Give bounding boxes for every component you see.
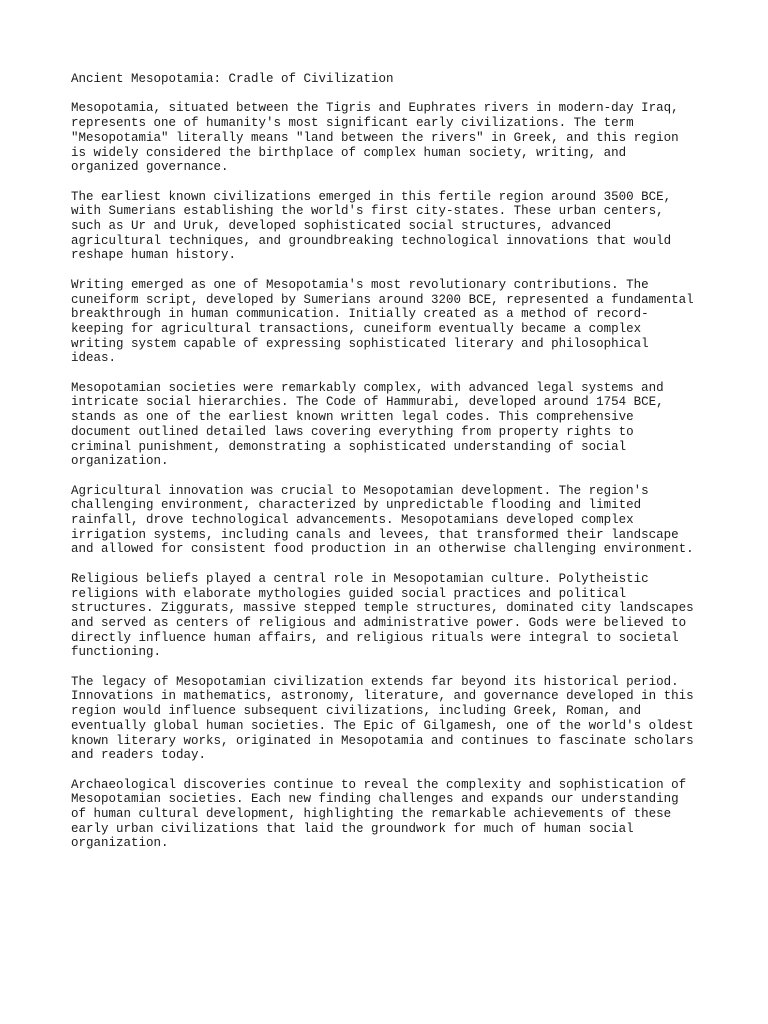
paragraph bbox=[71, 101, 711, 175]
text-line: and allowed for consistent food production in an otherwise challenging environment. bbox=[71, 542, 694, 557]
text-line: and served as centers of religious and administrative power. Gods were believed to bbox=[71, 615, 687, 630]
text-line: "Mesopotamia" literally means "land between the rivers" in Greek, and this region bbox=[71, 130, 679, 145]
text-line: of human cultural development, highlighting the remarkable achievements of these bbox=[71, 807, 672, 822]
text-line: Mesopotamian societies. Each new finding challenges and expands our understanding bbox=[71, 792, 679, 807]
document-body bbox=[71, 101, 711, 851]
text-line: functioning. bbox=[71, 645, 162, 660]
text-line: breakthrough in human communication. Initially created as a method of record- bbox=[71, 307, 649, 322]
text-line: irrigation systems, including canals and levees, that transformed their landscape bbox=[71, 527, 679, 542]
paragraph bbox=[71, 190, 711, 264]
text-line: with Sumerians establishing the world's first city-states. These urban centers, bbox=[71, 204, 664, 219]
text-line: ideas. bbox=[71, 351, 117, 366]
text-line: is widely considered the birthplace of complex human society, writing, and bbox=[71, 145, 627, 160]
text-line: criminal punishment, demonstrating a sophisticated understanding of social bbox=[71, 439, 627, 454]
text-line: The earliest known civilizations emerged in this fertile region around 3500 BCE, bbox=[71, 189, 672, 204]
paragraph bbox=[71, 778, 711, 852]
text-line: document outlined detailed laws covering everything from property rights to bbox=[71, 424, 634, 439]
text-line: intricate social hierarchies. The Code of Hammurabi, developed around 1754 BCE, bbox=[71, 395, 664, 410]
text-line: known literary works, originated in Mesopotamia and continues to fascinate scholars bbox=[71, 733, 694, 748]
text-line: region would influence subsequent civilizations, including Greek, Roman, and bbox=[71, 704, 642, 719]
text-line: Archaeological discoveries continue to reveal the complexity and sophistication of bbox=[71, 777, 687, 792]
paragraph bbox=[71, 572, 711, 660]
text-line: directly influence human affairs, and religious rituals were integral to societal bbox=[71, 630, 679, 645]
text-line: and readers today. bbox=[71, 748, 207, 763]
text-line: eventually global human societies. The Epic of Gilgamesh, one of the world's oldest bbox=[71, 718, 694, 733]
paragraph bbox=[71, 278, 711, 366]
text-line: Agricultural innovation was crucial to Mesopotamian development. The region's bbox=[71, 483, 649, 498]
text-line: writing system capable of expressing sophisticated literary and philosophical bbox=[71, 336, 649, 351]
paragraph bbox=[71, 484, 711, 558]
text-line: Religious beliefs played a central role in Mesopotamian culture. Polytheistic bbox=[71, 571, 649, 586]
document-title: Ancient Mesopotamia: Cradle of Civilization bbox=[71, 72, 394, 86]
text-line: cuneiform script, developed by Sumerians around 3200 BCE, represented a fundamental bbox=[71, 292, 694, 307]
text-line: religions with elaborate mythologies guided social practices and political bbox=[71, 586, 627, 601]
text-line: Mesopotamian societies were remarkably complex, with advanced legal systems and bbox=[71, 380, 664, 395]
text-line: Writing emerged as one of Mesopotamia's most revolutionary contributions. The bbox=[71, 277, 649, 292]
text-line: organization. bbox=[71, 454, 169, 469]
text-line: represents one of humanity's most significant early civilizations. The term bbox=[71, 116, 634, 131]
text-line: Innovations in mathematics, astronomy, literature, and governance developed in this bbox=[71, 689, 694, 704]
text-line: reshape human history. bbox=[71, 248, 237, 263]
text-line: agricultural techniques, and groundbreaking technological innovations that would bbox=[71, 233, 672, 248]
text-line: Mesopotamia, situated between the Tigris and Euphrates rivers in modern-day Iraq, bbox=[71, 101, 679, 116]
text-line: challenging environment, characterized by unpredictable flooding and limited bbox=[71, 498, 642, 513]
text-line: organization. bbox=[71, 836, 169, 851]
text-line: The legacy of Mesopotamian civilization extends far beyond its historical period. bbox=[71, 674, 679, 689]
paragraph bbox=[71, 381, 711, 469]
paragraph bbox=[71, 675, 711, 763]
text-line: organized governance. bbox=[71, 160, 229, 175]
text-line: structures. Ziggurats, massive stepped temple structures, dominated city landscapes bbox=[71, 601, 694, 616]
text-line: stands as one of the earliest known written legal codes. This comprehensive bbox=[71, 410, 634, 425]
text-line: rainfall, drove technological advancements. Mesopotamians developed complex bbox=[71, 513, 634, 528]
text-line: keeping for agricultural transactions, cuneiform eventually became a complex bbox=[71, 321, 642, 336]
text-line: such as Ur and Uruk, developed sophisticated social structures, advanced bbox=[71, 219, 612, 233]
document-page bbox=[71, 72, 711, 866]
text-line: early urban civilizations that laid the groundwork for much of human social bbox=[71, 821, 634, 836]
